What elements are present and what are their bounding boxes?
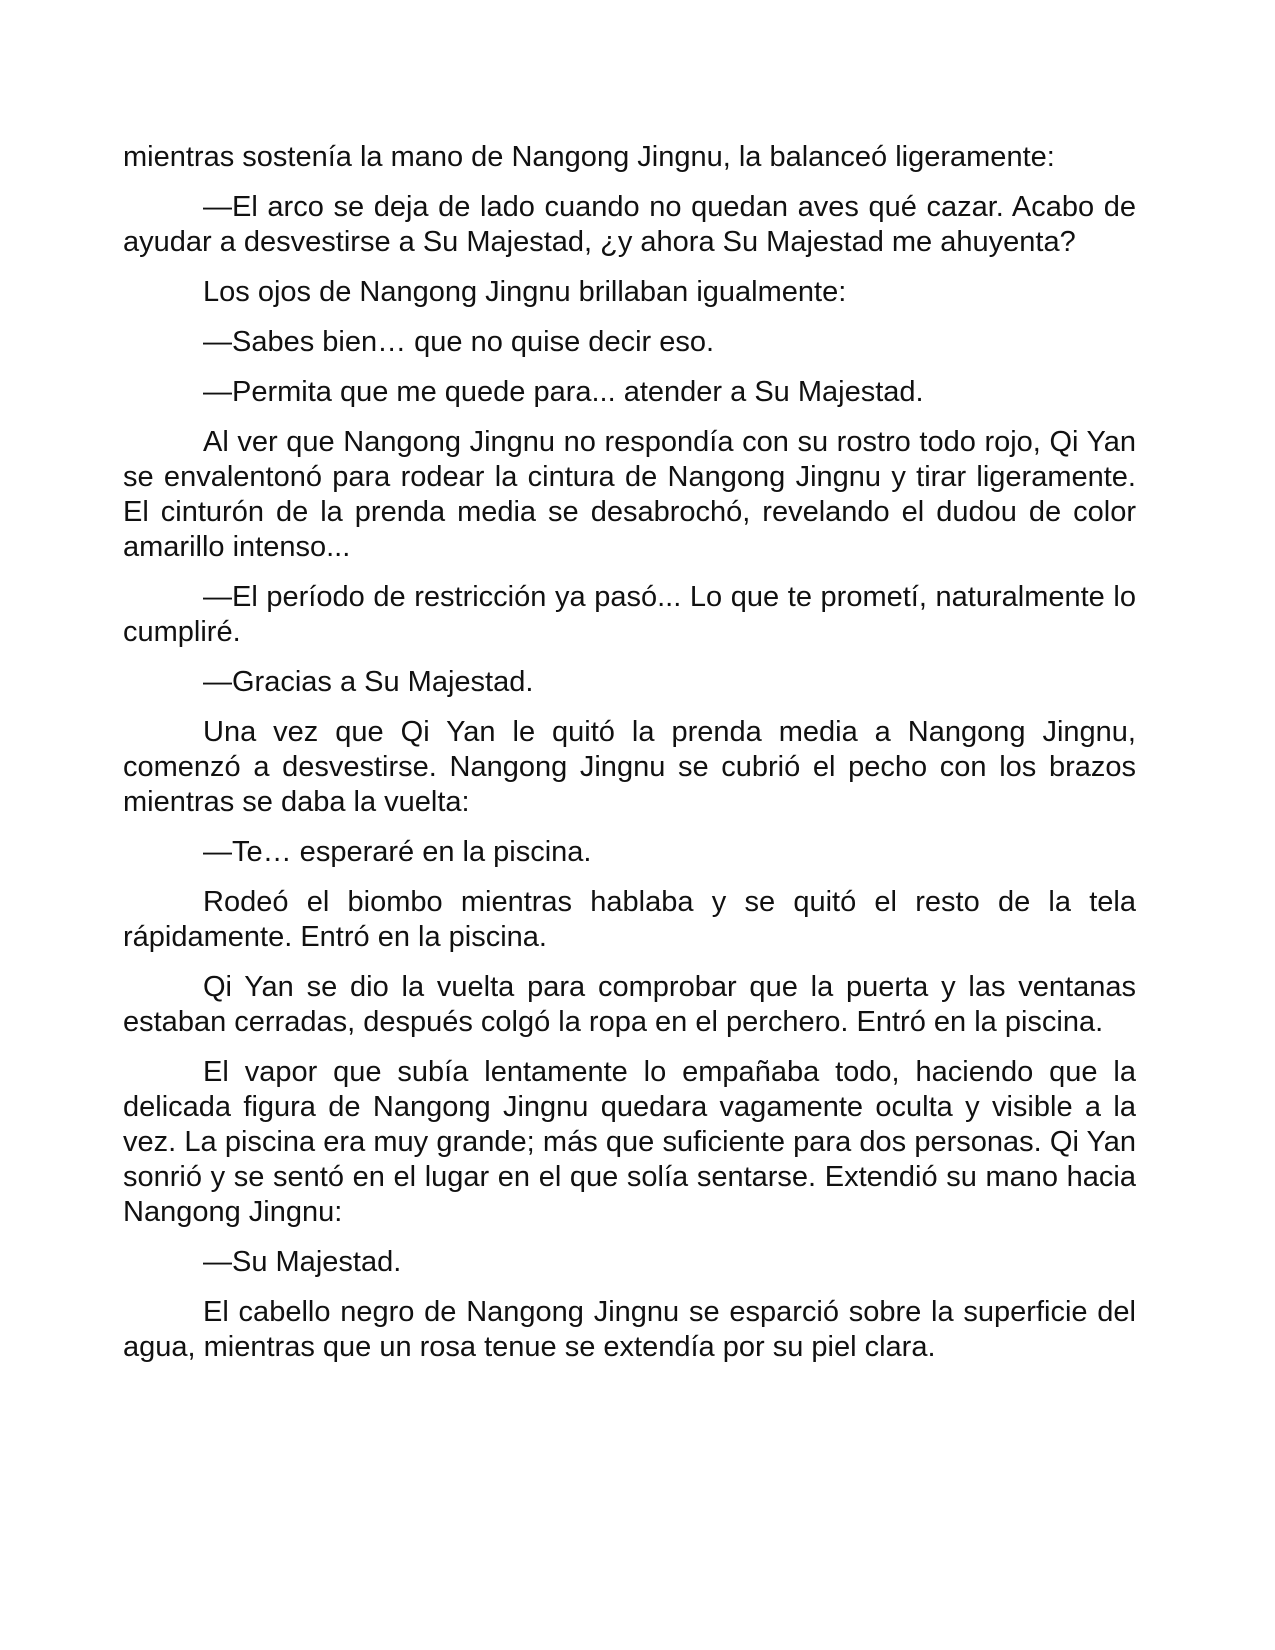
paragraph: —Permita que me quede para... atender a Su Majestad. (203, 376, 924, 408)
paragraph: —Gracias a Su Majestad. (203, 666, 534, 698)
paragraph: Al ver que Nangong Jingnu no respondía con su rostro todo rojo, Qi Yan se envalentonó para rodear la cintura de Nangong Jingnu y tirar ligeramente. El cinturón de la prenda media se desabrochó, revelando el dudou de color amarillo intenso... (123, 426, 1136, 563)
paragraph: mientras sostenía la mano de Nangong Jingnu, la balanceó ligeramente: (123, 141, 1055, 173)
body-text (123, 140, 1136, 1380)
paragraph: —Te… esperaré en la piscina. (203, 836, 592, 868)
paragraph: El vapor que subía lentamente lo empañaba todo, haciendo que la delicada figura de Nangong Jingnu quedara vagamente oculta y visible a la vez. La piscina era muy grande; más que suficiente para dos personas. Qi Yan sonrió y se sentó en el lugar en el que solía sentarse. Extendió su mano hacia Nangong Jingnu: (123, 1056, 1136, 1228)
paragraph: Una vez que Qi Yan le quitó la prenda media a Nangong Jingnu, comenzó a desvestirse. Nangong Jingnu se cubrió el pecho con los brazos mientras se daba la vuelta: (123, 716, 1136, 818)
paragraph: —Sabes bien… que no quise decir eso. (203, 326, 715, 358)
paragraph: —El arco se deja de lado cuando no quedan aves qué cazar. Acabo de ayudar a desvestirse a Su Majestad, ¿y ahora Su Majestad me ahuyenta? (123, 191, 1136, 258)
paragraph: Qi Yan se dio la vuelta para comprobar que la puerta y las ventanas estaban cerradas, después colgó la ropa en el perchero. Entró en la piscina. (123, 971, 1136, 1038)
paragraph: El cabello negro de Nangong Jingnu se esparció sobre la superficie del agua, mientras que un rosa tenue se extendía por su piel clara. (123, 1296, 1136, 1363)
paragraph: —Su Majestad. (203, 1246, 402, 1278)
paragraph: —El período de restricción ya pasó... Lo que te prometí, naturalmente lo cumpliré. (123, 581, 1136, 648)
paragraph: Los ojos de Nangong Jingnu brillaban igualmente: (203, 276, 847, 308)
paragraph: Rodeó el biombo mientras hablaba y se quitó el resto de la tela rápidamente. Entró en la piscina. (123, 886, 1136, 953)
